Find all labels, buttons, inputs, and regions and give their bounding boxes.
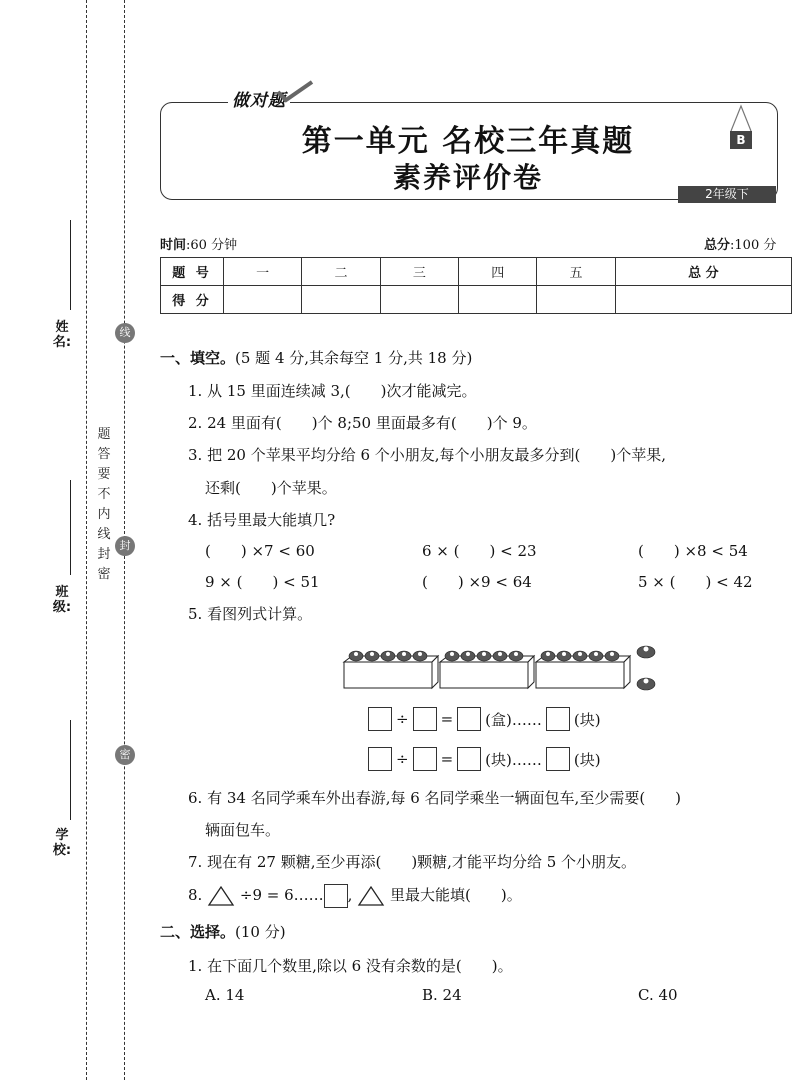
section-heading: 一、填空。(5 题 4 分,其余每空 1 分,共 18 分) (160, 349, 473, 367)
page-title: 第一单元 名校三年真题 (301, 124, 635, 159)
question-1: 1. 从 15 里面连续减 3,( )次才能减完。 (188, 382, 477, 400)
hanger-icon (728, 104, 754, 134)
question-3: 3. 把 20 个苹果平均分给 6 个小朋友,每个小朋友最多分到( )个苹果, (188, 446, 667, 464)
score-cell[interactable] (459, 286, 537, 314)
answer-box[interactable] (324, 884, 348, 908)
score-cell[interactable] (615, 286, 791, 314)
class-blank[interactable] (70, 480, 71, 575)
question-2-1: 1. 在下面几个数里,除以 6 没有余数的是( )。 (188, 957, 513, 975)
seal-mark-seal: 封 (115, 536, 135, 556)
seal-mark-secret: 密 (115, 745, 135, 765)
question-7: 7. 现在有 27 颗糖,至少再添( )颗糖,才能平均分给 5 个小朋友。 (188, 853, 637, 871)
equation-row-1: ÷ = (盒)…… (块) (368, 707, 605, 731)
option-c[interactable]: C. 40 (638, 986, 678, 1004)
class-label: 班级: (52, 585, 72, 615)
inequality-item: 6 × ( ) < 23 (422, 542, 537, 560)
name-label: 姓名: (52, 320, 72, 350)
version-badge: B (730, 131, 752, 149)
answer-box[interactable] (546, 707, 570, 731)
score-cell[interactable] (380, 286, 458, 314)
table-row (161, 286, 792, 314)
page-subtitle: 素养评价卷 (392, 161, 543, 194)
score-table (160, 257, 792, 314)
option-a[interactable]: A. 14 (205, 986, 245, 1004)
question-8: 8. ÷9 = 6…… , 里最大能填( )。 (188, 884, 522, 908)
triangle-icon (207, 885, 235, 907)
section-heading: 二、选择。(10 分) (160, 923, 286, 941)
question-5: 5. 看图列式计算。 (188, 605, 313, 623)
table-header-cell: 题 号 (161, 258, 224, 286)
table-header-cell: 一 (224, 258, 302, 286)
binding-warning: 题 答 要 不 内 线 封 密 (97, 427, 111, 582)
score-cell[interactable] (224, 286, 302, 314)
brand-logo: 做对题 (228, 86, 290, 111)
question-4: 4. 括号里最大能填几? (188, 511, 336, 529)
triangle-icon (357, 885, 385, 907)
inequality-item: 9 × ( ) < 51 (205, 573, 320, 591)
table-header-cell: 五 (537, 258, 615, 286)
cake-boxes-illustration (340, 636, 665, 694)
option-b[interactable]: B. 24 (422, 986, 462, 1004)
table-header-cell: 得 分 (161, 286, 224, 314)
table-header-cell: 二 (302, 258, 380, 286)
table-row (161, 258, 792, 286)
table-header-cell: 四 (459, 258, 537, 286)
score-cell[interactable] (537, 286, 615, 314)
equation-row-2: ÷ = (块)…… (块) (368, 747, 605, 771)
question-3-cont: 还剩( )个苹果。 (205, 479, 337, 497)
total-score-info: 总分:100 分 (704, 238, 777, 253)
name-blank[interactable] (70, 220, 71, 310)
table-header-cell: 三 (380, 258, 458, 286)
check-mark-icon (276, 80, 316, 104)
question-6: 6. 有 34 名同学乘车外出春游,每 6 名同学乘坐一辆面包车,至少需要( ) (188, 789, 682, 807)
answer-box[interactable] (413, 747, 437, 771)
cut-line-outer (86, 0, 87, 1080)
answer-box[interactable] (457, 707, 481, 731)
answer-box[interactable] (546, 747, 570, 771)
answer-box[interactable] (457, 747, 481, 771)
inequality-item: ( ) ×7 < 60 (205, 542, 315, 560)
question-6-cont: 辆面包车。 (205, 821, 281, 839)
inequality-item: ( ) ×8 < 54 (638, 542, 748, 560)
answer-box[interactable] (368, 707, 392, 731)
grade-tag: 2年级下 (678, 186, 776, 203)
time-info: 时间:60 分钟 (160, 238, 238, 253)
seal-mark-line: 线 (115, 323, 135, 343)
question-2: 2. 24 里面有( )个 8;50 里面最多有( )个 9。 (188, 414, 537, 432)
inequality-item: 5 × ( ) < 42 (638, 573, 753, 591)
school-label: 学校: (52, 828, 72, 858)
school-blank[interactable] (70, 720, 71, 820)
inequality-item: ( ) ×9 < 64 (422, 573, 532, 591)
table-header-cell: 总 分 (615, 258, 791, 286)
answer-box[interactable] (368, 747, 392, 771)
score-cell[interactable] (302, 286, 380, 314)
answer-box[interactable] (413, 707, 437, 731)
